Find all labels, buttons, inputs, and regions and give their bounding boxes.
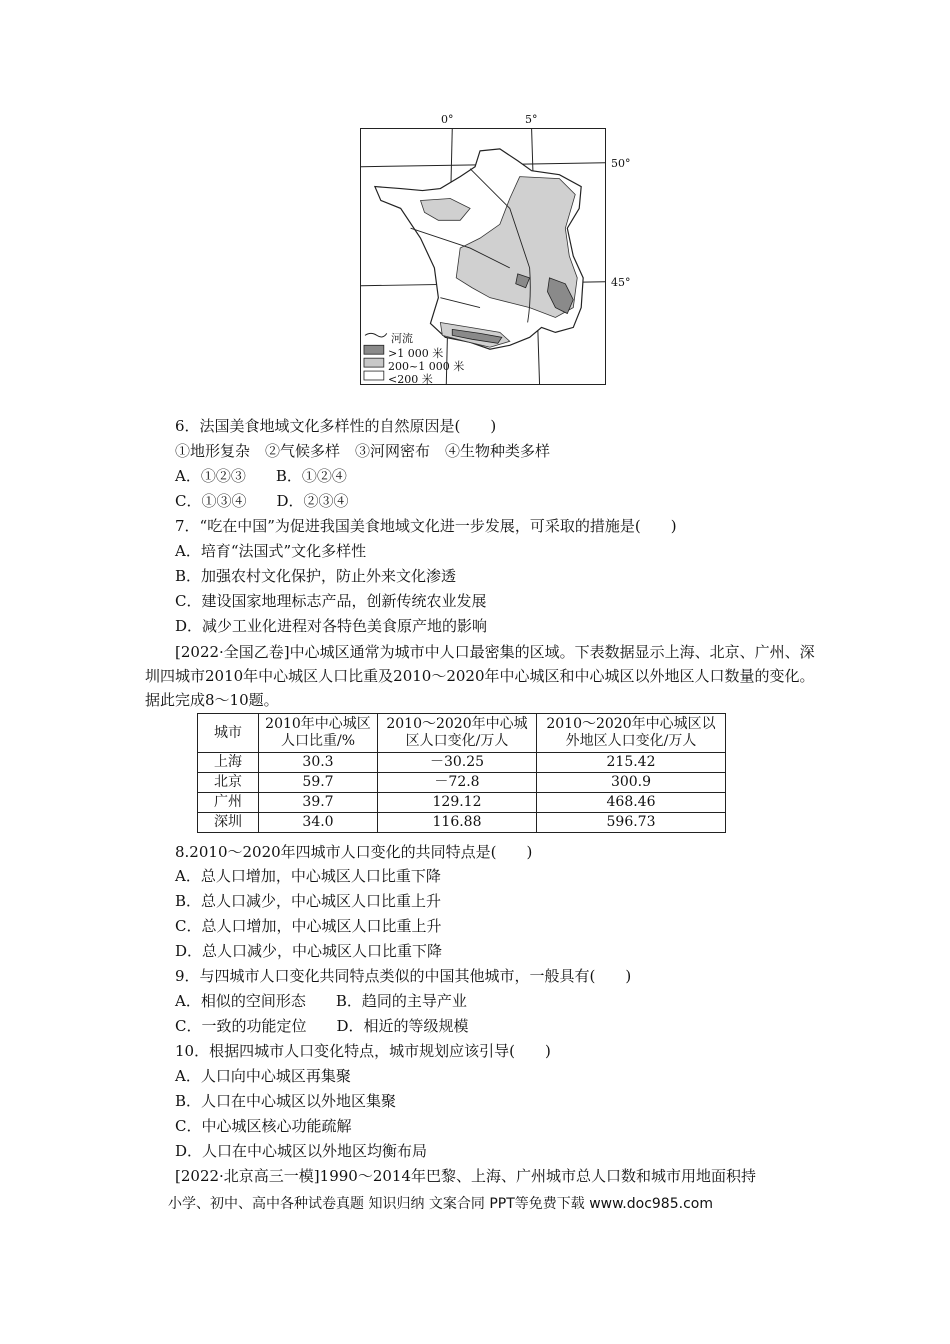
q6-stem: 6．法国美食地域文化多样性的自然原因是( ) — [175, 417, 497, 435]
q10-option-a: A．人口向中心城区再集聚 — [175, 1067, 351, 1085]
table-cell: 深圳 — [198, 813, 259, 833]
table-cell: 215.42 — [537, 753, 726, 773]
table-header: 2010年中心城区人口比重/% — [259, 714, 378, 753]
q10-option-b: B．人口在中心城区以外地区集聚 — [175, 1092, 397, 1110]
intro-paragraph-2: [2022·北京高三一模]1990～2014年巴黎、上海、广州城市总人口数和城市用地面积持 — [175, 1167, 756, 1185]
lat-label-50: 50° — [611, 157, 631, 170]
legend-low-swatch — [364, 371, 384, 380]
table-cell: 468.46 — [537, 793, 726, 813]
legend-mid-swatch — [364, 358, 384, 367]
intro-paragraph-1: [2022·全国乙卷]中心城区通常为城市中人口最密集的区域。下表数据显示上海、北京、广州、深圳四城市2010年中心城区人口比重及2010～2020年中心城区和中心城区以外地区人口数量的变化。据此完成8～10题。 — [145, 643, 815, 709]
q9-options-cd: C．一致的功能定位 D．相近的等级规模 — [175, 1017, 469, 1035]
table-cell: 300.9 — [537, 773, 726, 793]
table-row — [198, 813, 726, 833]
lon-label-5: 5° — [525, 113, 538, 126]
q7-option-a: A．培育“法国式”文化多样性 — [175, 542, 367, 560]
q8-option-a: A．总人口增加，中心城区人口比重下降 — [175, 867, 441, 885]
legend-mid-label: 200~1 000 米 — [388, 360, 465, 373]
table-cell: 596.73 — [537, 813, 726, 833]
table-cell: 116.88 — [378, 813, 537, 833]
table-cell: －72.8 — [378, 773, 537, 793]
table-header: 2010～2020年中心城区以外地区人口变化/万人 — [537, 714, 726, 753]
legend-river-label: 河流 — [391, 332, 413, 345]
q6-options-cd: C．①③④ D．②③④ — [175, 492, 349, 510]
q8-option-b: B．总人口减少，中心城区人口比重上升 — [175, 892, 442, 910]
q10-option-c: C．中心城区核心功能疏解 — [175, 1117, 352, 1135]
q8-stem: 8.2010～2020年四城市人口变化的共同特点是( ) — [175, 843, 533, 861]
table-row — [198, 793, 726, 813]
table-cell: 广州 — [198, 793, 259, 813]
table-row — [198, 753, 726, 773]
page-footer: 小学、初中、高中各种试卷真题 知识归纳 文案合同 PPT等免费下载 www.doc985.com — [168, 1196, 713, 1212]
q7-option-d: D．减少工业化进程对各特色美食原产地的影响 — [175, 617, 488, 635]
table-cell: 129.12 — [378, 793, 537, 813]
legend-high-label: >1 000 米 — [388, 347, 444, 360]
q8-option-c: C．总人口增加，中心城区人口比重上升 — [175, 917, 442, 935]
q10-stem: 10．根据四城市人口变化特点，城市规划应该引导( ) — [175, 1042, 551, 1060]
q6-items: ①地形复杂 ②气候多样 ③河网密布 ④生物种类多样 — [175, 442, 551, 460]
legend-high-swatch — [364, 345, 384, 354]
france-relief-map — [360, 113, 631, 386]
table-header-row — [198, 714, 726, 753]
q10-option-d: D．人口在中心城区以外地区均衡布局 — [175, 1142, 428, 1160]
legend-river-symbol — [365, 333, 387, 337]
legend-low-label: <200 米 — [388, 373, 433, 386]
q7-stem: 7．“吃在中国”为促进我国美食地域文化进一步发展，可采取的措施是( ) — [175, 517, 677, 535]
table-cell: 北京 — [198, 773, 259, 793]
table-cell: 上海 — [198, 753, 259, 773]
q9-stem: 9．与四城市人口变化共同特点类似的中国其他城市，一般具有( ) — [175, 967, 632, 985]
q7-option-c: C．建设国家地理标志产品，创新传统农业发展 — [175, 592, 487, 610]
table-header: 2010～2020年中心城区人口变化/万人 — [378, 714, 537, 753]
table-cell: －30.25 — [378, 753, 537, 773]
q9-options-ab: A．相似的空间形态 B．趋同的主导产业 — [175, 992, 467, 1010]
population-table — [197, 713, 726, 833]
lat-label-45: 45° — [611, 276, 631, 289]
q7-option-b: B．加强农村文化保护，防止外来文化渗透 — [175, 567, 457, 585]
table-cell: 39.7 — [259, 793, 378, 813]
table-row — [198, 773, 726, 793]
q6-options-ab: A．①②③ B．①②④ — [175, 467, 347, 485]
q8-option-d: D．总人口减少，中心城区人口比重下降 — [175, 942, 443, 960]
table-cell: 30.3 — [259, 753, 378, 773]
table-cell: 59.7 — [259, 773, 378, 793]
lon-label-0: 0° — [441, 113, 454, 126]
table-header: 城市 — [198, 714, 259, 753]
table-cell: 34.0 — [259, 813, 378, 833]
